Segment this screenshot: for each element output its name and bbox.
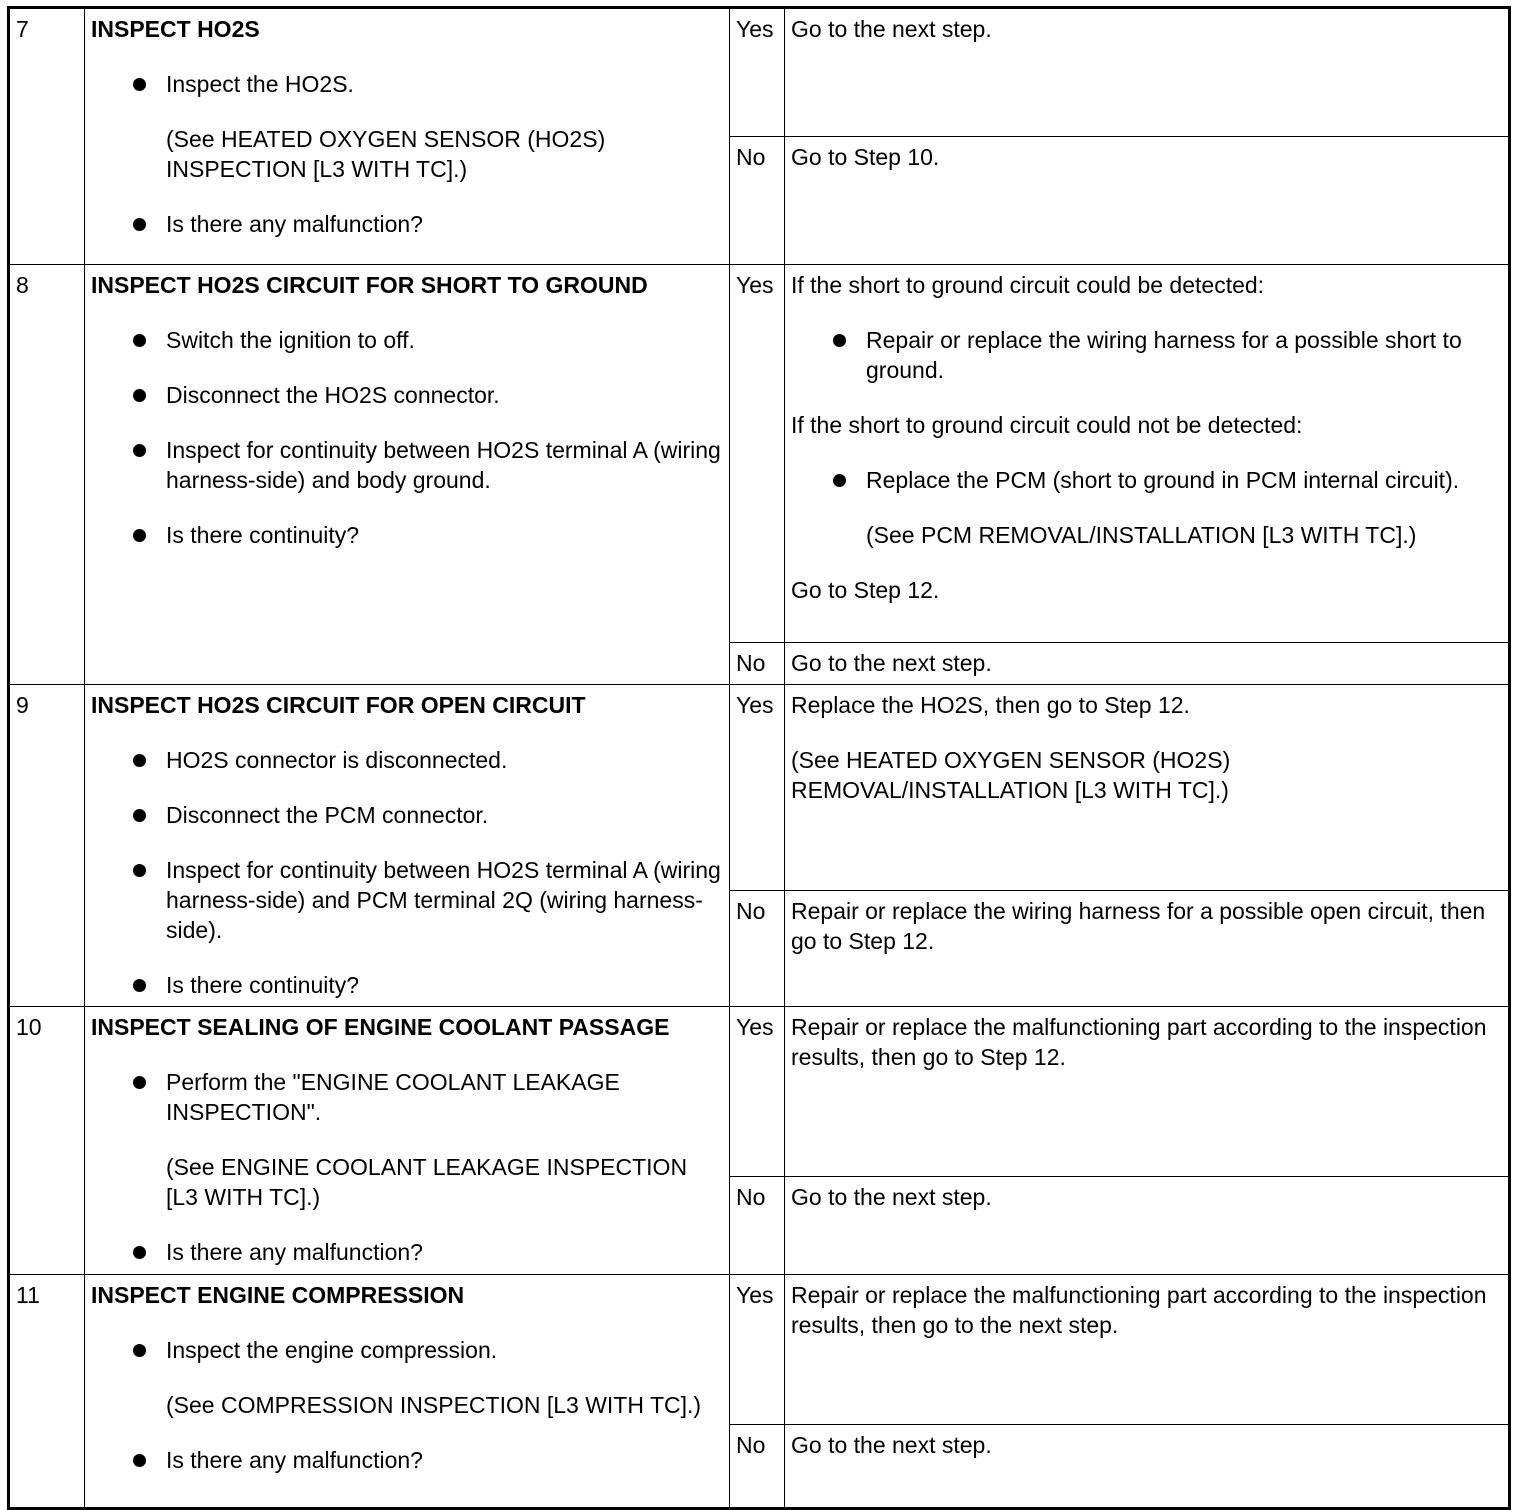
goto-text: Go to Step 12. [791,577,940,603]
table-row [9,1275,1510,1425]
instruction-item [91,800,723,830]
condition-text: If the short to ground circuit could be detected: [791,272,1265,298]
step-number: 8 [9,265,85,685]
table-row [9,1007,1510,1177]
reference-note: (See COMPRESSION INSPECTION [L3 WITH TC].) [166,1392,702,1418]
action-item [791,325,1502,385]
yes-action: Go to the next step. [785,8,1510,137]
instruction-text: Switch the ignition to off. [166,327,415,353]
instruction-item [91,69,723,99]
instruction-item [91,970,723,1000]
no-label: No [730,136,785,265]
instruction-text: Perform the "ENGINE COOLANT LEAKAGE INSPECTION". [166,1069,620,1125]
step-number: 10 [9,1007,85,1275]
instruction-list [91,69,723,99]
yes-label: Yes [730,265,785,643]
instruction-list [91,1237,723,1267]
instruction-list [91,1335,723,1365]
diagnostic-table [7,6,1511,1510]
instruction-list [91,745,723,1000]
instruction-item [91,1335,723,1365]
instruction-text: Is there continuity? [166,522,360,548]
no-action: Repair or replace the wiring harness for a possible open circuit, then go to Step 12. [785,891,1510,1007]
reference-note: (See PCM REMOVAL/INSTALLATION [L3 WITH TC].) [866,522,1417,548]
instruction-text: Disconnect the PCM connector. [166,802,489,828]
no-label: No [730,1177,785,1275]
reference-note: (See ENGINE COOLANT LEAKAGE INSPECTION [L3 WITH TC].) [166,1154,688,1210]
instruction-text: Is there any malfunction? [166,1239,423,1265]
instruction-item [91,855,723,945]
no-label: No [730,891,785,1007]
no-action: Go to Step 10. [785,136,1510,265]
step-instructions [85,1007,730,1275]
instruction-item [91,1237,723,1267]
instruction-item [91,1067,723,1127]
instruction-text: Is there any malfunction? [166,211,423,237]
table-row [9,685,1510,891]
no-action: Go to the next step. [785,1425,1510,1509]
yes-label: Yes [730,1275,785,1425]
table-row [9,265,1510,643]
step-instructions [85,8,730,265]
instruction-text: Inspect for continuity between HO2S terminal A (wiring harness-side) and body ground. [166,437,721,493]
diagnostic-procedure-page [7,6,1508,1492]
instruction-item [91,325,723,355]
instruction-list [91,325,723,550]
instruction-item [91,1445,723,1475]
step-instructions [85,265,730,685]
reference-note: (See HEATED OXYGEN SENSOR (HO2S) INSPECTION [L3 WITH TC].) [166,126,606,182]
action-text: Replace the PCM (short to ground in PCM internal circuit). [866,467,1460,493]
reference-note: (See HEATED OXYGEN SENSOR (HO2S) REMOVAL/INSTALLATION [L3 WITH TC].) [791,747,1231,803]
no-action: Go to the next step. [785,1177,1510,1275]
step-instructions [85,685,730,1007]
instruction-text: Disconnect the HO2S connector. [166,382,500,408]
step-instructions [85,1275,730,1509]
instruction-text: Inspect for continuity between HO2S terminal A (wiring harness-side) and PCM terminal 2Q (wiring harness-side). [166,857,721,943]
action-list [791,325,1502,385]
instruction-item [91,435,723,495]
instruction-item [91,209,723,239]
yes-action [785,265,1510,643]
yes-label: Yes [730,8,785,137]
yes-action: Repair or replace the malfunctioning part according to the inspection results, then go to the next step. [785,1275,1510,1425]
yes-action: Repair or replace the malfunctioning part according to the inspection results, then go to Step 12. [785,1007,1510,1177]
no-action: Go to the next step. [785,643,1510,685]
step-number: 7 [9,8,85,265]
step-title: INSPECT HO2S CIRCUIT FOR OPEN CIRCUIT [91,692,586,718]
instruction-item [91,380,723,410]
table-row [9,8,1510,137]
yes-label: Yes [730,685,785,891]
action-item [791,465,1502,495]
no-label: No [730,643,785,685]
instruction-list [91,1067,723,1127]
step-number: 11 [9,1275,85,1509]
step-title: INSPECT SEALING OF ENGINE COOLANT PASSAGE [91,1014,670,1040]
yes-action [785,685,1510,891]
instruction-item [91,745,723,775]
action-text: Replace the HO2S, then go to Step 12. [791,692,1190,718]
instruction-text: Is there continuity? [166,972,360,998]
yes-label: Yes [730,1007,785,1177]
instruction-text: Inspect the HO2S. [166,71,354,97]
step-title: INSPECT HO2S CIRCUIT FOR SHORT TO GROUND [91,272,648,298]
action-list [791,465,1502,495]
instruction-text: HO2S connector is disconnected. [166,747,508,773]
instruction-list [91,1445,723,1475]
step-number: 9 [9,685,85,1007]
step-title: INSPECT ENGINE COMPRESSION [91,1282,465,1308]
instruction-list [91,209,723,239]
instruction-text: Is there any malfunction? [166,1447,423,1473]
step-title: INSPECT HO2S [91,16,260,42]
instruction-text: Inspect the engine compression. [166,1337,498,1363]
condition-text: If the short to ground circuit could not be detected: [791,412,1303,438]
no-label: No [730,1425,785,1509]
instruction-item [91,520,723,550]
action-text: Repair or replace the wiring harness for a possible short to ground. [866,327,1462,383]
